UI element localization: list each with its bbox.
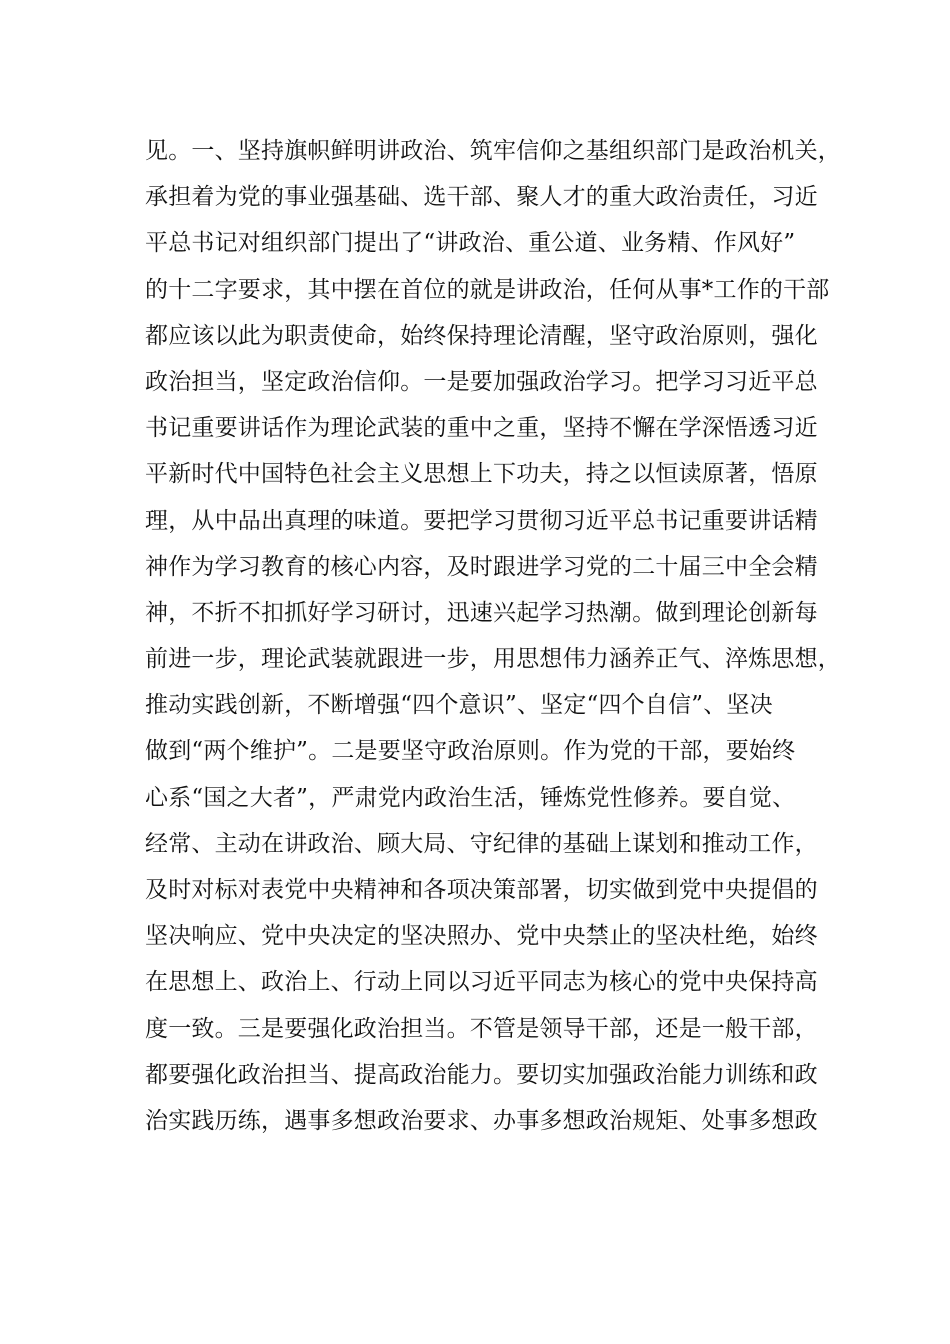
text-line: 在思想上、政治上、行动上同以习近平同志为核心的党中央保持高 bbox=[145, 969, 818, 996]
text-line: 做到“两个维护”。二是要坚守政治原则。作为党的干部，要始终 bbox=[145, 738, 796, 765]
text-line: 心系“国之大者”，严肃党内政治生活，锤炼党性修养。要自觉、 bbox=[145, 784, 796, 811]
text-line: 经常、主动在讲政治、顾大局、守纪律的基础上谋划和推动工作， bbox=[145, 830, 818, 857]
text-line: 平新时代中国特色社会主义思想上下功夫，持之以恒读原著，悟原 bbox=[145, 461, 818, 488]
text-line: 平总书记对组织部门提出了“讲政治、重公道、业务精、作风好” bbox=[145, 230, 796, 257]
text-line: 都应该以此为职责使命，始终保持理论清醒，坚守政治原则，强化 bbox=[145, 322, 818, 349]
body-text bbox=[145, 128, 841, 1144]
text-line: 神作为学习教育的核心内容，及时跟进学习党的二十届三中全会精 bbox=[145, 553, 818, 580]
text-line: 承担着为党的事业强基础、选干部、聚人才的重大政治责任，习近 bbox=[145, 184, 818, 211]
text-line: 见。一、坚持旗帜鲜明讲政治、筑牢信仰之基组织部门是政治机关， bbox=[145, 138, 841, 164]
text-line: 前进一步，理论武装就跟进一步，用思想伟力涵养正气、淬炼思想， bbox=[145, 646, 841, 673]
text-line: 神，不折不扣抓好学习研讨，迅速兴起学习热潮。做到理论创新每 bbox=[145, 599, 818, 626]
text-line: 坚决响应、党中央决定的坚决照办、党中央禁止的坚决杜绝，始终 bbox=[145, 923, 818, 950]
text-line: 政治担当，坚定政治信仰。一是要加强政治学习。把学习习近平总 bbox=[145, 368, 818, 395]
text-line: 及时对标对表党中央精神和各项决策部署，切实做到党中央提倡的 bbox=[145, 877, 818, 903]
text-line: 度一致。三是要强化政治担当。不管是领导干部，还是一般干部， bbox=[145, 1015, 818, 1042]
text-line: 推动实践创新，不断增强“四个意识”、坚定“四个自信”、坚决 bbox=[145, 692, 773, 719]
text-line: 书记重要讲话作为理论武装的重中之重，坚持不懈在学深悟透习近 bbox=[145, 415, 818, 442]
text-line: 治实践历练，遇事多想政治要求、办事多想政治规矩、处事多想政 bbox=[145, 1107, 818, 1134]
text-line: 都要强化政治担当、提高政治能力。要切实加强政治能力训练和政 bbox=[145, 1061, 818, 1088]
text-line: 的十二字要求，其中摆在首位的就是讲政治，任何从事*工作的干部 bbox=[145, 276, 830, 303]
text-line: 理，从中品出真理的味道。要把学习贯彻习近平总书记重要讲话精 bbox=[145, 507, 818, 534]
